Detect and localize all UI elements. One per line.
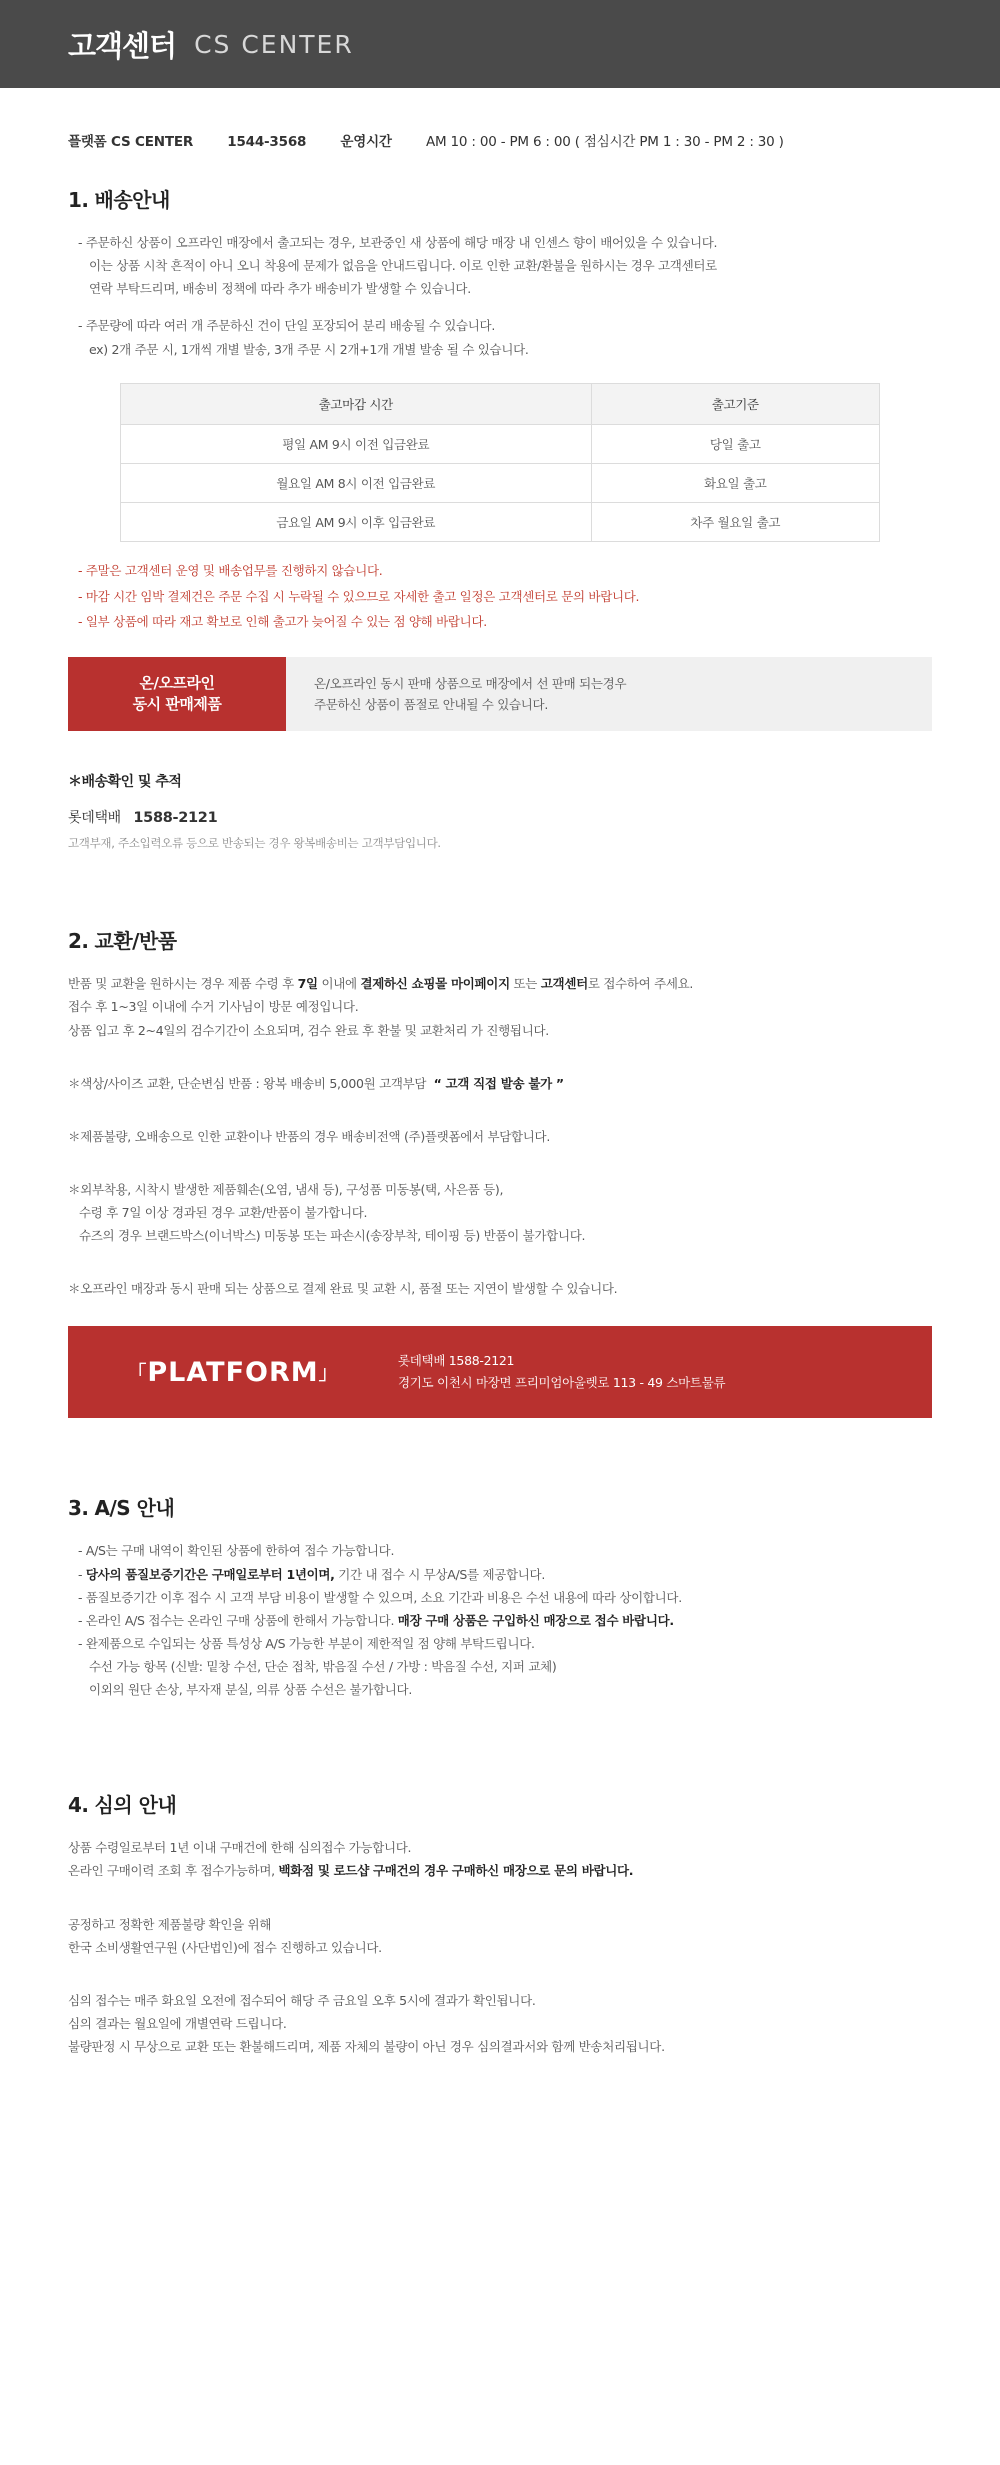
return-carrier: 롯데택배 1588-2121 <box>398 1352 515 1368</box>
as-line-4: 수선 가능 항목 (신발: 밑창 수선, 단순 접착, 밖음질 수선 / 가방 : 박음질 수선, 지퍼 교체) <box>89 1659 557 1674</box>
spacer <box>68 1056 932 1072</box>
bracket-right-icon: 」 <box>318 1361 339 1384</box>
table-cell: 금요일 AM 9시 이후 입금완료 <box>121 502 592 541</box>
hours-label: 운영시간 <box>340 134 392 150</box>
section4-number: 4. <box>68 1793 89 1818</box>
table-row <box>121 502 880 541</box>
exchange-intro-a: 반품 및 교환을 원하시는 경우 제품 수령 후 <box>68 976 298 992</box>
review-schedule-line3: 불량판정 시 무상으로 교환 또는 환불해드리며, 제품 자체의 불량이 아닌 경우 심의결과서와 함께 반송처리됩니다. <box>68 2039 665 2054</box>
banner-label <box>68 657 286 731</box>
table-row <box>121 463 880 502</box>
as-line-warranty <box>78 1567 545 1582</box>
red-note: - 주말은 고객센터 운영 및 배송업무를 진행하지 않습니다. <box>78 562 383 578</box>
spacer <box>68 1897 932 1913</box>
spacer <box>68 1418 932 1458</box>
table-header-cell: 출고마감 시간 <box>121 383 592 424</box>
red-note: - 일부 상품에 따라 재고 확보로 인해 출고가 늦어질 수 있는 점 양해 바랍니다. <box>78 614 487 630</box>
exchange-intro-c: 이내에 <box>317 976 361 992</box>
section4-heading <box>68 1789 932 1818</box>
exchange-restrict-line1: ＊외부착용, 시착시 발생한 제품훼손(오염, 냄새 등), 구성품 미동봉(택, 사은품 등), <box>68 1181 504 1197</box>
banner-description <box>286 657 932 731</box>
table-cell: 화요일 출고 <box>591 463 879 502</box>
section1-heading <box>68 184 932 213</box>
section4-para2 <box>68 1913 932 1959</box>
section1-para1 <box>68 231 932 300</box>
spacer <box>68 1715 932 1755</box>
section3-number: 3. <box>68 1496 89 1521</box>
review-line2-head: 온라인 구매이력 조회 후 접수가능하며, <box>68 1863 279 1879</box>
online-offline-banner <box>68 657 932 731</box>
section4-para3 <box>68 1989 932 2058</box>
section2-para1 <box>68 972 932 1041</box>
section3-title: A/S 안내 <box>94 1496 175 1521</box>
page-title-en: CS CENTER <box>194 29 354 59</box>
banner-label-line1: 온/오프라인 <box>139 673 215 692</box>
exchange-fee-text: ＊색상/사이즈 교환, 단순변심 반품 : 왕복 배송비 5,000원 고객부담 <box>68 1075 427 1091</box>
platform-return-address <box>398 1350 725 1395</box>
as-line-2: - 품질보증기간 이후 접수 시 고객 부담 비용이 발생할 수 있으며, 소요 기간과 비용은 수선 내용에 따라 상이합니다. <box>78 1589 682 1605</box>
exchange-restrict-line2: 수령 후 7일 이상 경과된 경우 교환/반품이 불가합니다. <box>79 1205 368 1220</box>
red-note: - 마감 시간 임박 결제건은 주문 수집 시 누락될 수 있으므로 자세한 출고 일정은 고객센터로 문의 바랍니다. <box>78 588 640 604</box>
as-line-5: 이외의 원단 손상, 부자재 분실, 의류 상품 수선은 불가합니다. <box>89 1682 413 1698</box>
hours-value: AM 10 : 00 - PM 6 : 00 ( 점심시간 PM 1 : 30 - PM 2 : 30 ) <box>425 134 784 150</box>
table-cell: 당일 출고 <box>591 424 879 463</box>
as-warranty-dash: - <box>78 1566 86 1582</box>
banner-description-line1: 온/오프라인 동시 판매 상품으로 매장에서 선 판매 되는경우 <box>314 676 627 691</box>
table-header-row <box>121 383 880 424</box>
spacer <box>68 1261 932 1277</box>
exchange-days: 7일 <box>297 976 318 992</box>
section2-para4 <box>68 1178 932 1247</box>
section1-para2-line1: - 주문량에 따라 여러 개 주문하신 건이 단일 포장되어 분리 배송될 수 있습니다. <box>78 318 495 334</box>
review-agency-line2: 한국 소비생활연구원 (사단법인)에 접수 진행하고 있습니다. <box>68 1939 382 1955</box>
platform-logo <box>68 1357 398 1388</box>
table-cell: 평일 AM 9시 이전 입금완료 <box>121 424 592 463</box>
review-line1: 상품 수령일로부터 1년 이내 구매건에 한해 심의접수 가능합니다. <box>68 1840 412 1856</box>
section1-para1-line2: 이는 상품 시착 흔적이 아니 오니 착용에 문제가 없음을 안내드립니다. 이로 인한 교환/환불을 원하시는 경우 고객센터로 <box>89 258 717 274</box>
section2-para5: ＊오프라인 매장과 동시 판매 되는 상품으로 결제 완료 및 교환 시, 품절 또는 지연이 발생할 수 있습니다. <box>68 1281 618 1297</box>
as-warranty-bold: 당사의 품질보증기간은 구매일로부터 1년이며, <box>85 1566 335 1582</box>
as-online-bold: 매장 구매 상품은 구입하신 매장으로 접수 바랍니다. <box>397 1612 674 1628</box>
return-address: 경기도 이천시 마장면 프리미엄아울렛로 113 - 49 스마트물류 <box>398 1375 726 1391</box>
tracking-carrier <box>68 807 932 827</box>
section1-title: 배송안내 <box>94 188 170 212</box>
section1-para1-line3: 연락 부탁드리며, 배송비 정책에 따라 추가 배송비가 발생할 수 있습니다. <box>89 281 471 297</box>
section1-para1-line1: - 주문하신 상품이 오프라인 매장에서 출고되는 경우, 보관중인 새 상품에 해당 매장 내 인센스 향이 배어있을 수 있습니다. <box>78 235 718 250</box>
as-line-1: - A/S는 구매 내역이 확인된 상품에 한하여 접수 가능합니다. <box>78 1543 395 1559</box>
bracket-left-icon: 「 <box>127 1361 148 1384</box>
page-title-kr: 고객센터 <box>68 28 177 63</box>
exchange-channel-mypage: 결제하신 쇼핑몰 마이페이지 <box>360 976 510 992</box>
spacer <box>68 1973 932 1989</box>
exchange-restrict-line3: 슈즈의 경우 브랜드박스(이너박스) 미동봉 또는 파손시(송장부착, 테이핑 등) 반품이 불가합니다. <box>79 1228 586 1244</box>
banner-label-line2: 동시 판매제품 <box>132 695 222 714</box>
platform-logo-text: PLATFORM <box>147 1356 319 1388</box>
section1-para2-line2: ex) 2개 주문 시, 1개씩 개별 발송, 3개 주문 시 2개+1개 개별 발송 될 수 있습니다. <box>89 341 529 357</box>
exchange-intro-g: 로 접수하여 주세요. <box>587 976 694 992</box>
tracking-note: 고객부재, 주소입력오류 등으로 반송되는 경우 왕복배송비는 고객부담입니다. <box>68 836 441 851</box>
review-agency-line1: 공정하고 정확한 제품불량 확인을 위해 <box>68 1916 272 1932</box>
section1-red-notes <box>68 560 932 634</box>
review-schedule-line1: 심의 접수는 매주 화요일 오전에 접수되어 해당 주 금요일 오후 5시에 결과가 확인됩니다. <box>68 1992 536 2008</box>
table-header-cell: 출고기준 <box>591 383 879 424</box>
exchange-line3: 상품 입고 후 2~4일의 검수기간이 소요되며, 검수 완료 후 환불 및 교환처리 가 진행됩니다. <box>68 1022 549 1038</box>
exchange-no-direct-ship: “ 고객 직접 발송 불가 ” <box>433 1075 564 1091</box>
spacer <box>68 851 932 891</box>
table-cell: 차주 월요일 출고 <box>591 502 879 541</box>
contact-summary <box>68 130 932 150</box>
section1-number: 1. <box>68 188 89 212</box>
carrier-phone: 1588-2121 <box>133 810 218 827</box>
platform-address-banner <box>68 1326 932 1418</box>
as-line-online <box>78 1613 674 1628</box>
section3-lines <box>68 1539 932 1701</box>
section2-title: 교환/반품 <box>94 929 177 954</box>
carrier-name: 롯데택배 <box>68 810 121 827</box>
section2-para2 <box>68 1072 932 1095</box>
tracking-heading: ＊배송확인 및 추적 <box>68 774 182 791</box>
spacer <box>68 1109 932 1125</box>
review-line2-bold: 백화점 및 로드샵 구매건의 경우 구매하신 매장으로 문의 바랍니다. <box>278 1863 634 1879</box>
section1-para2 <box>68 314 932 360</box>
as-online-head: - 온라인 A/S 접수는 온라인 구매 상품에 한해서 가능합니다. <box>78 1612 398 1628</box>
section4-para1 <box>68 1836 932 1882</box>
cs-brand-label: 플랫폼 CS CENTER <box>68 134 194 150</box>
section2-para3: ＊제품불량, 오배송으로 인한 교환이나 반품의 경우 배송비전액 (주)플랫폼에서 부담합니다. <box>68 1128 550 1144</box>
section3-heading <box>68 1492 932 1521</box>
exchange-intro-e: 또는 <box>509 976 541 992</box>
section2-number: 2. <box>68 929 89 954</box>
exchange-channel-cscenter: 고객센터 <box>540 976 588 992</box>
banner-description-line2: 주문하신 상품이 품절로 안내될 수 있습니다. <box>314 697 548 713</box>
as-line-3: - 완제품으로 수입되는 상품 특성상 A/S 가능한 부분이 제한적일 점 양해 부탁드립니다. <box>78 1635 535 1651</box>
section2-heading <box>68 925 932 954</box>
shipping-table <box>120 383 880 542</box>
exchange-line2: 접수 후 1~3일 이내에 수거 기사님이 방문 예정입니다. <box>68 999 359 1015</box>
as-warranty-tail: 기간 내 접수 시 무상A/S를 제공합니다. <box>334 1566 545 1582</box>
review-schedule-line2: 심의 결과는 월요일에 개별연락 드립니다. <box>68 2015 287 2031</box>
page-header <box>0 0 1000 88</box>
table-cell: 월요일 AM 8시 이전 입금완료 <box>121 463 592 502</box>
page-content <box>0 130 1000 2132</box>
table-row <box>121 424 880 463</box>
cs-phone: 1544-3568 <box>227 134 307 150</box>
section4-title: 심의 안내 <box>94 1793 177 1818</box>
spacer <box>68 1162 932 1178</box>
